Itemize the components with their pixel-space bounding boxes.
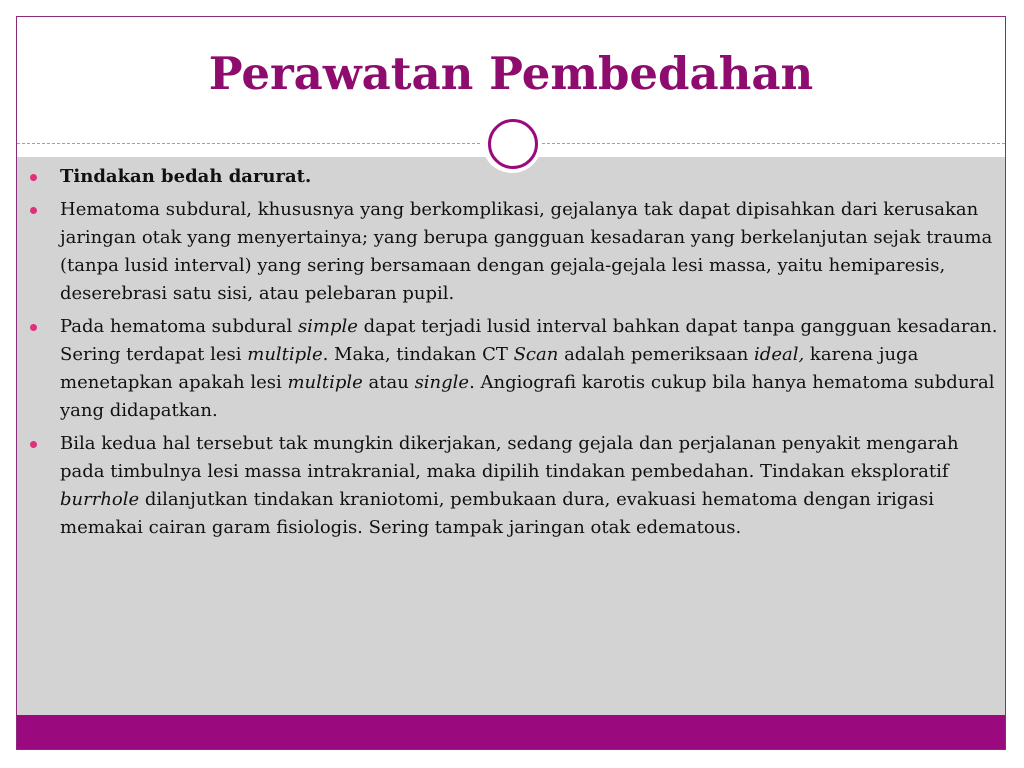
bullet-text [60, 316, 998, 421]
italic-term: ideal, [754, 344, 805, 365]
italic-term: single [414, 372, 470, 393]
text-run: Pada hematoma subdural [60, 316, 298, 337]
italic-term: multiple [287, 372, 363, 393]
footer-bar [17, 715, 1005, 749]
italic-term: multiple [247, 344, 323, 365]
text-run: dilanjutkan tindakan kraniotomi, pembukaan dura, evakuasi hematoma dengan irigasi memakai cairan garam fisiologis. Sering tampak jaringan otak edematous. [60, 489, 934, 538]
bullet-text [60, 433, 959, 538]
bullet-text: Tindakan bedah darurat. [60, 166, 312, 187]
italic-term: simple [297, 316, 358, 337]
italic-term: Scan [513, 344, 559, 365]
text-run: adalah pemeriksaan [558, 344, 755, 365]
bullet-dot-icon [30, 324, 37, 331]
text-run: dapat terjadi lusid interval bahkan dapat tanpa gangguan kesadaran. Sering terdapat lesi [60, 316, 998, 365]
text-run: karena juga menetapkan apakah lesi [60, 344, 919, 393]
text-run: . Maka, tindakan CT [322, 344, 514, 365]
italic-term: burrhole [60, 489, 140, 510]
bullet-item [27, 313, 999, 425]
bullet-item [27, 430, 999, 542]
text-run: atau [362, 372, 415, 393]
bullet-dot-icon [30, 207, 37, 214]
bullet-dot-icon [30, 174, 37, 181]
content-area [17, 157, 1005, 715]
bullet-text: Hematoma subdural, khususnya yang berkomplikasi, gejalanya tak dapat dipisahkan dari kerusakan jaringan otak yang menyertainya; yang berupa gangguan kesadaran yang berkelanjutan sejak trauma (tanpa lusid interval) yang sering bersamaan dengan gejala-gejala lesi massa, yaitu hemiparesis, deserebrasi satu sisi, atau pelebaran pupil. [60, 199, 993, 304]
ornament-circle-icon [488, 119, 538, 169]
text-run: Bila kedua hal tersebut tak mungkin dikerjakan, sedang gejala dan perjalanan penyakit mengarah pada timbulnya lesi massa intrakranial, maka dipilih tindakan pembedahan. Tindakan eksploratif [60, 433, 959, 482]
slide-frame [16, 16, 1006, 750]
bullet-list [27, 163, 999, 547]
bullet-item [27, 196, 999, 308]
bullet-dot-icon [30, 441, 37, 448]
text-run: . Angiografi karotis cukup bila hanya hematoma subdural yang didapatkan. [60, 372, 995, 421]
slide-title: Perawatan Pembedahan [208, 47, 814, 100]
